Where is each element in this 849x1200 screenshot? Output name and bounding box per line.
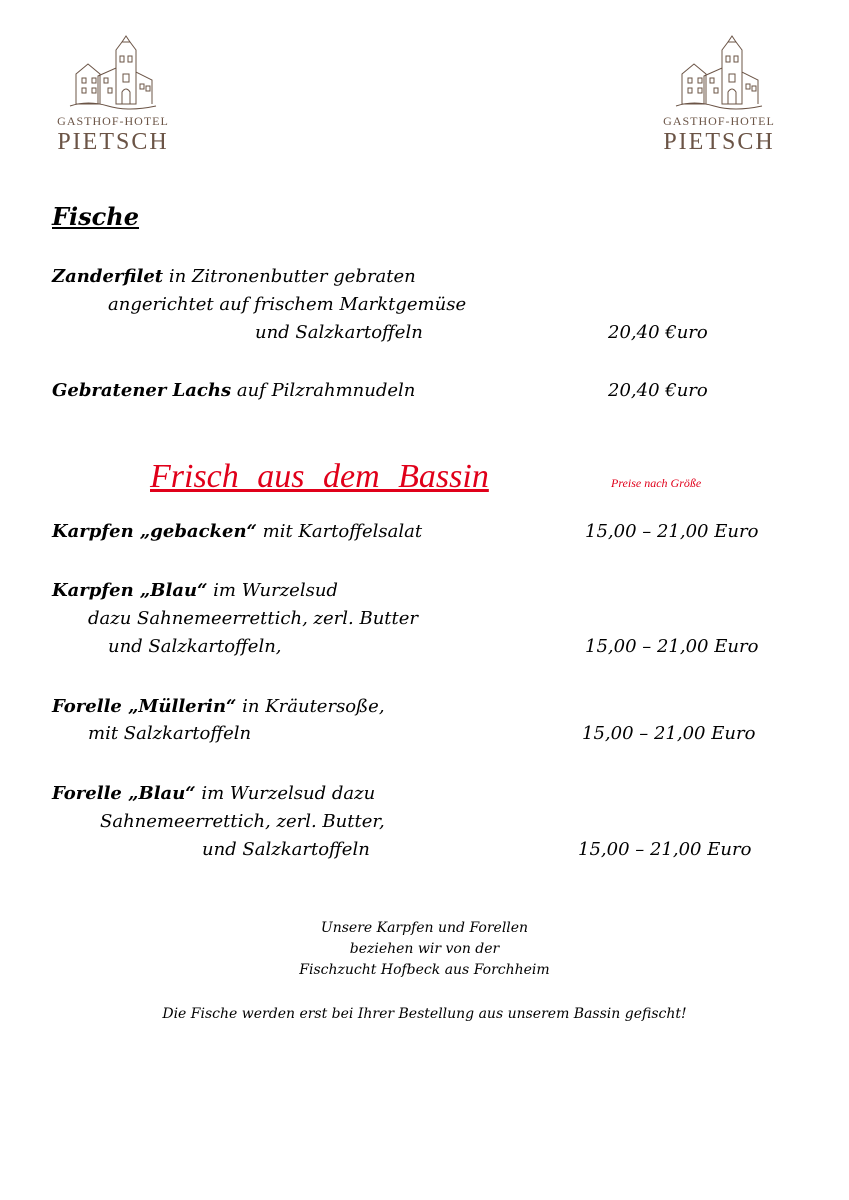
- menu-item-desc-line: mit Salzkartoffeln: [88, 723, 252, 744]
- menu-item-karpfen-blau: [52, 580, 338, 602]
- footer-line: Unsere Karpfen und Forellen: [320, 920, 529, 936]
- menu-item-price: 15,00 – 21,00 Euro: [578, 839, 752, 860]
- hotel-logo-right: [644, 34, 794, 155]
- menu-item-name: Forelle „Müllerin“: [52, 696, 237, 717]
- logo-subtitle: GASTHOF-HOTEL: [57, 114, 169, 128]
- menu-item-name: Gebratener Lachs: [52, 380, 232, 401]
- menu-item-price: 15,00 – 21,00 Euro: [582, 723, 756, 744]
- logo-name: PIETSCH: [663, 129, 775, 155]
- menu-item-desc: in Zitronenbutter gebraten: [168, 266, 416, 287]
- hotel-building-icon: [674, 34, 764, 112]
- menu-item-desc: in Kräutersoße,: [242, 696, 385, 717]
- logo-name: PIETSCH: [57, 129, 169, 155]
- menu-item-lachs: [52, 380, 415, 402]
- menu-item-forelle-muellerin: [52, 696, 385, 718]
- menu-item-name: Karpfen „gebacken“: [52, 521, 257, 542]
- bassin-note: Preise nach Größe: [611, 476, 702, 490]
- menu-item-price: 20,40 €uro: [608, 380, 708, 401]
- menu-item-desc: im Wurzelsud: [213, 580, 338, 601]
- bassin-title: Frisch aus dem Bassin: [150, 458, 489, 495]
- menu-item-zanderfilet: [52, 266, 416, 288]
- hotel-logo-left: [38, 34, 188, 155]
- menu-item-price: 20,40 €uro: [608, 322, 708, 343]
- menu-item-desc-line: und Salzkartoffeln: [255, 322, 423, 343]
- menu-item-name: Karpfen „Blau“: [52, 580, 208, 601]
- menu-item-desc-line: und Salzkartoffeln,: [108, 636, 282, 657]
- menu-item-forelle-blau: [52, 783, 375, 805]
- menu-item-desc-line: dazu Sahnemeerrettich, zerl. Butter: [88, 608, 419, 629]
- menu-item-price: 15,00 – 21,00 Euro: [585, 521, 759, 542]
- menu-item-name: Forelle „Blau“: [52, 783, 196, 804]
- menu-item-karpfen-gebacken: [52, 521, 422, 543]
- menu-item-desc-line: Sahnemeerrettich, zerl. Butter,: [100, 811, 385, 832]
- logo-subtitle: GASTHOF-HOTEL: [663, 114, 775, 128]
- menu-item-desc-line: angerichtet auf frischem Marktgemüse: [108, 294, 467, 315]
- menu-item-desc: mit Kartoffelsalat: [262, 521, 423, 542]
- section-title: Fische: [52, 202, 139, 231]
- menu-item-desc: im Wurzelsud dazu: [201, 783, 376, 804]
- menu-item-desc: auf Pilzrahmnudeln: [236, 380, 416, 401]
- menu-item-name: Zanderfilet: [52, 266, 164, 287]
- footer-note: [0, 918, 849, 981]
- menu-item-price: 15,00 – 21,00 Euro: [585, 636, 759, 657]
- hotel-building-icon: [68, 34, 158, 112]
- footer-line: Fischzucht Hofbeck aus Forchheim: [299, 962, 550, 978]
- footer-statement: Die Fische werden erst bei Ihrer Bestellung aus unserem Bassin gefischt!: [162, 1006, 687, 1022]
- footer-line: beziehen wir von der: [349, 941, 500, 957]
- menu-item-desc-line: und Salzkartoffeln: [202, 839, 370, 860]
